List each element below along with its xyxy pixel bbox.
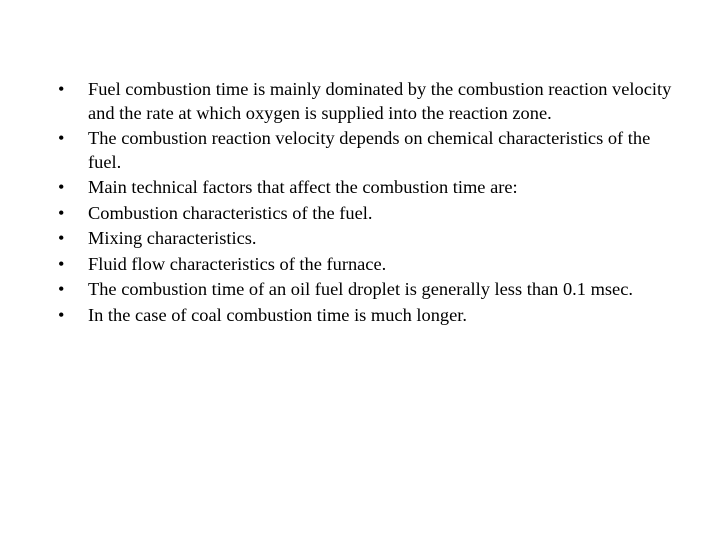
bullet-text: Fuel combustion time is mainly dominated by the combustion reaction velocity and the rate at which oxygen is supplied into the reaction zone. (88, 79, 672, 123)
bullet-icon: • (58, 304, 65, 325)
bullet-list (58, 78, 678, 329)
bullet-text: The combustion reaction velocity depends on chemical characteristics of the fuel. (88, 128, 651, 172)
bullet-item (58, 176, 678, 200)
bullet-item (58, 127, 678, 174)
bullet-item (58, 227, 678, 251)
bullet-text: Fluid flow characteristics of the furnace. (88, 253, 387, 274)
bullet-item (58, 78, 678, 125)
bullet-item (58, 253, 678, 277)
bullet-text: The combustion time of an oil fuel droplet is generally less than 0.1 msec. (88, 279, 633, 299)
bullet-text: Combustion characteristics of the fuel. (88, 202, 373, 223)
bullet-item (58, 202, 678, 226)
bullet-icon: • (58, 177, 65, 197)
bullet-text: Main technical factors that affect the combustion time are: (88, 177, 518, 197)
bullet-icon: • (58, 202, 65, 223)
bullet-text: In the case of coal combustion time is much longer. (88, 304, 467, 325)
bullet-icon: • (58, 79, 65, 99)
bullet-item (58, 304, 678, 328)
bullet-icon: • (58, 128, 65, 148)
bullet-icon: • (58, 253, 65, 274)
bullet-item (58, 278, 678, 302)
bullet-icon: • (58, 228, 65, 248)
bullet-text: Mixing characteristics. (88, 228, 257, 248)
bullet-icon: • (58, 279, 65, 299)
